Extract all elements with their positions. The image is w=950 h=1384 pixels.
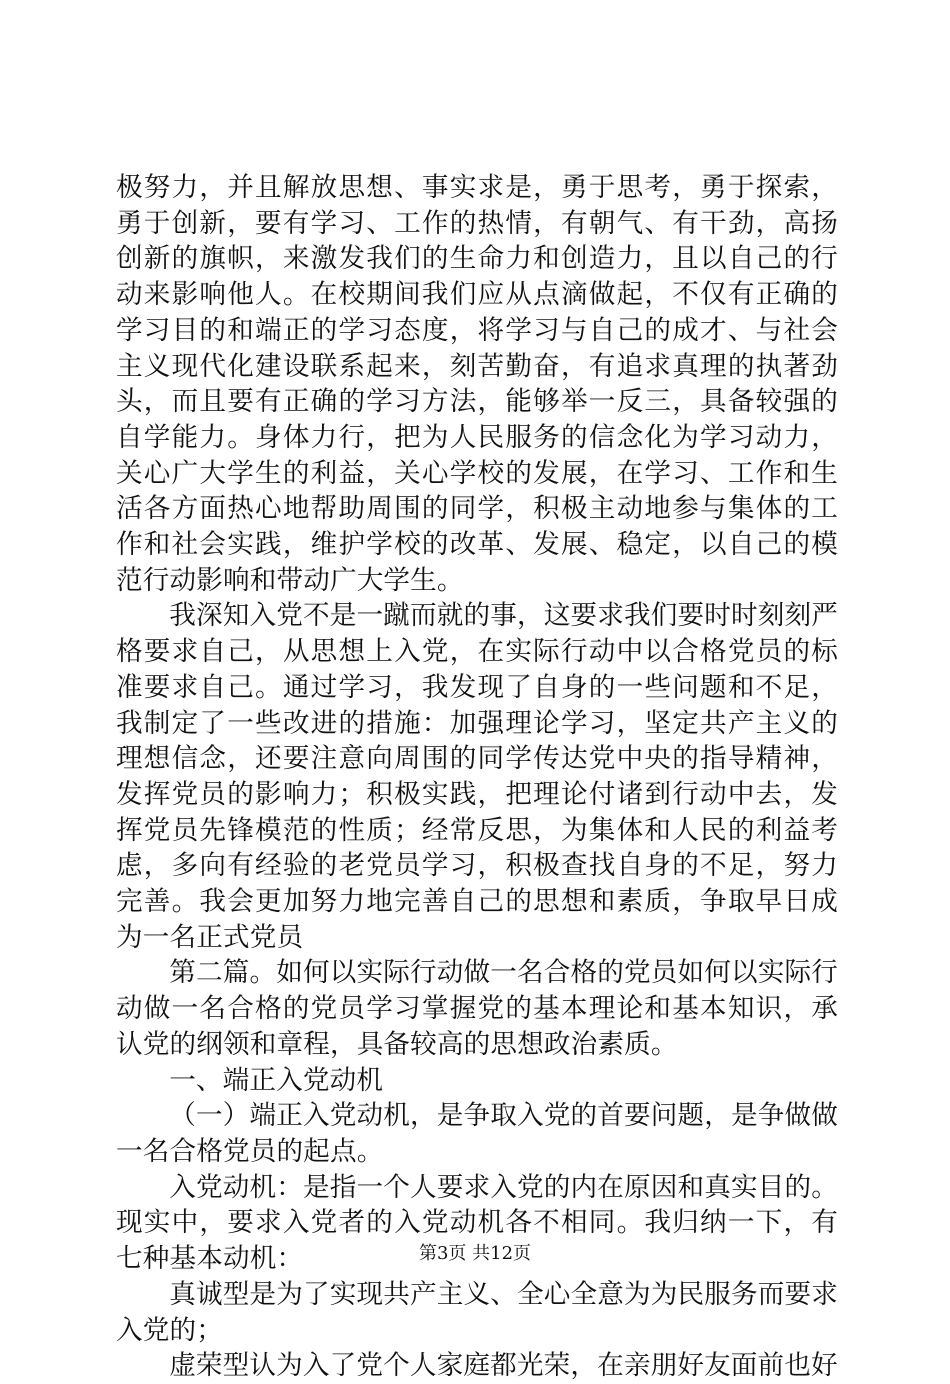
page-footer: 第3页 共12页 (418, 1243, 532, 1264)
paragraph-3: 第二篇。如何以实际行动做一名合格的党员如何以实际行动做一名合格的党员学习掌握党的基本理论和基本知识，承认党的纲领和章程，具备较高的思想政治素质。 (116, 957, 838, 1060)
paragraph-4: （一）端正入党动机，是争取入党的首要问题，是争做做一名合格党员的起点。 (116, 1100, 838, 1167)
paragraph-1: 极努力，并且解放思想、事实求是，勇于思考，勇于探索，勇于创新，要有学习、工作的热情，有朝气、有干劲，高扬创新的旗帜，来激发我们的生命力和创造力，且以自己的行动来影响他人。在校期间我们应从点滴做起，不仅有正确的学习目的和端正的学习态度，将学习与自己的成才、与社会主义现代化建设联系起来，刻苦勤奋，有追求真理的执著劲头，而且要有正确的学习方法，能够举一反三，具备较强的自学能力。身体力行，把为人民服务的信念化为学习动力，关心广大学生的利益，关心学校的发展，在学习、工作和生活各方面热心地帮助周围的同学，积极主动地参与集体的工作和社会实践，维护学校的改革、发展、稳定，以自己的模范行动影响和带动广大学生。 (116, 172, 838, 596)
document-body (116, 170, 838, 1384)
paragraph-7: 虚荣型认为入了党个人家庭都光荣，在亲朋好友面前也好 (169, 1350, 838, 1382)
paragraph-5: 入党动机：是指一个人要求入党的内在原因和真实目的。现实中，要求入党者的入党动机各不相同。我归纳一下，有七种基本动机： (116, 1171, 838, 1275)
paragraph-6: 真诚型是为了实现共产主义、全心全意为为民服务而要求入党的； (116, 1278, 838, 1346)
section-heading: 一、端正入党动机 (169, 1064, 384, 1096)
paragraph-2: 我深知入党不是一蹴而就的事，这要求我们要时时刻刻严格要求自己，从思想上入党，在实际行动中以合格党员的标准要求自己。通过学习，我发现了自身的一些问题和不足，我制定了一些改进的措施：加强理论学习，坚定共产主义的理想信念，还要注意向周围的同学传达党中央的指导精神，发挥党员的影响力；积极实践，把理论付诸到行动中去，发挥党员先锋模范的性质；经常反思，为集体和人民的利益考虑，多向有经验的老党员学习，积极查找自身的不足，努力完善。我会更加努力地完善自己的思想和素质，争取早日成为一名正式党员 (116, 600, 838, 953)
